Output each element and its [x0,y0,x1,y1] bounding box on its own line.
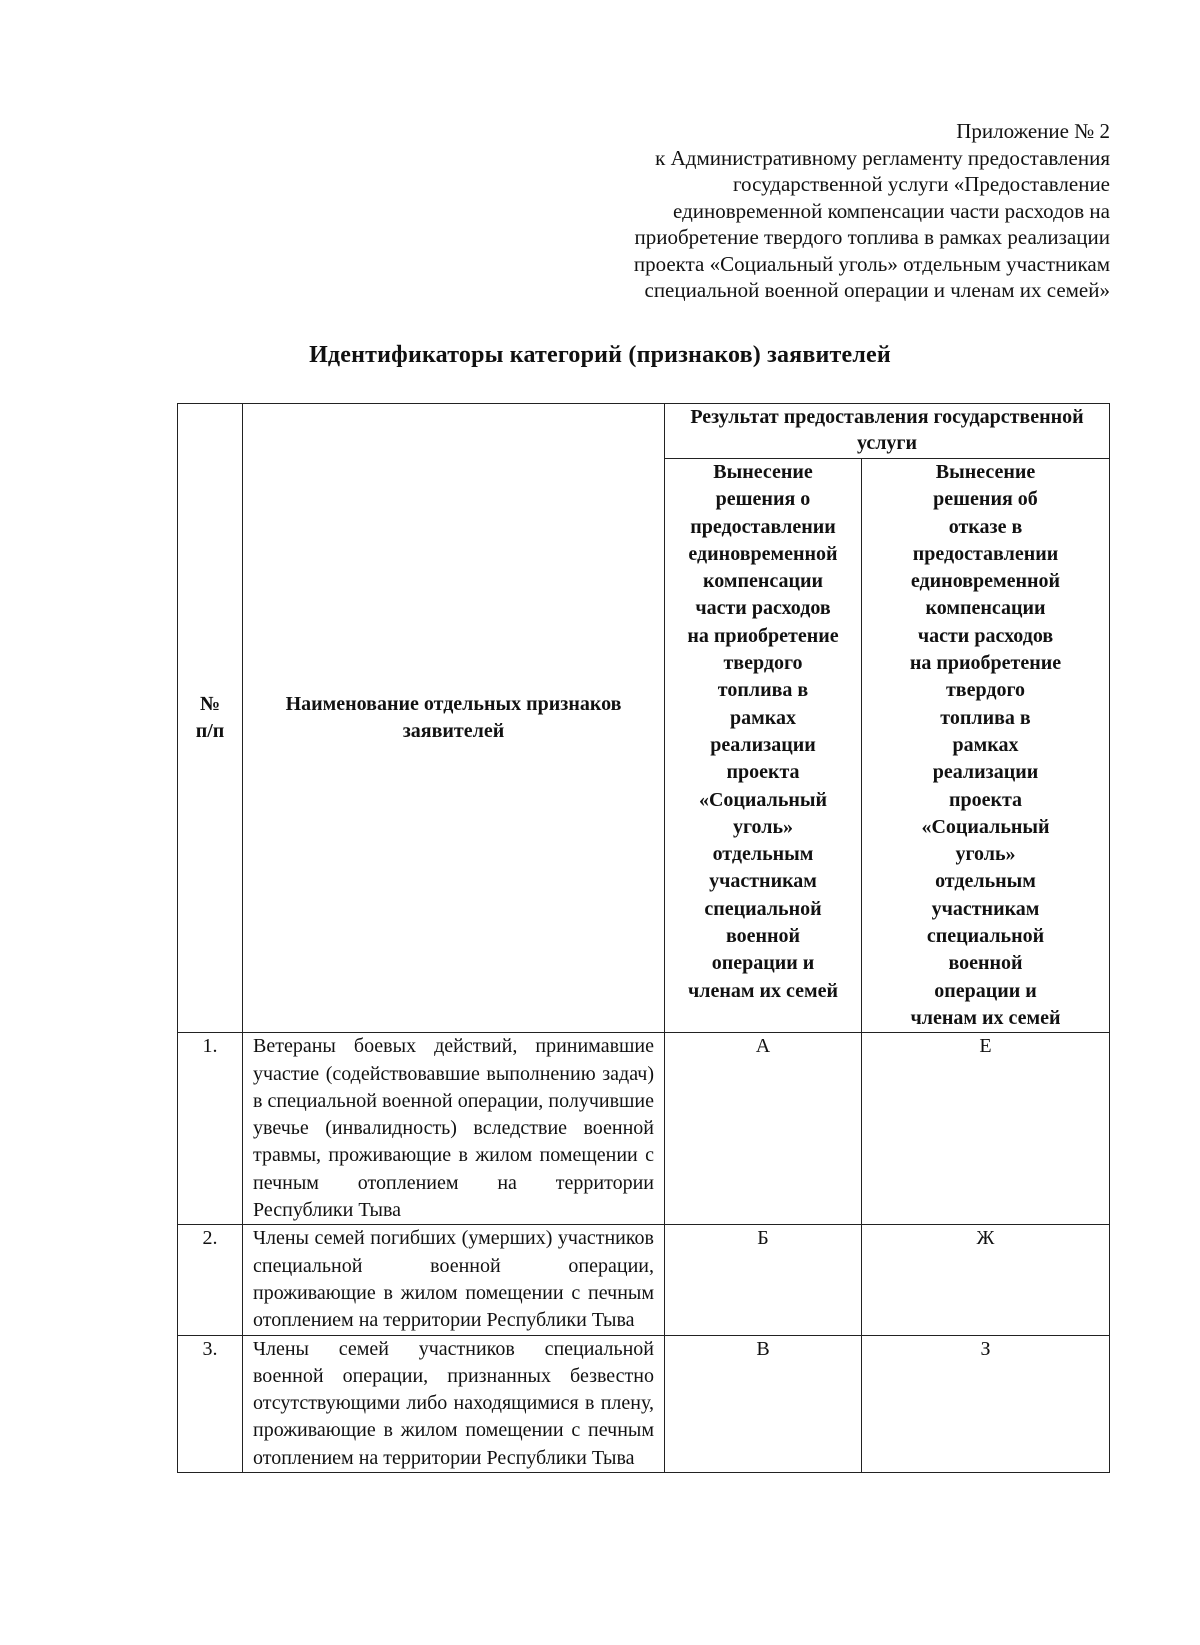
header-line: «Социальный [921,815,1050,838]
table-row [178,1335,1110,1472]
header-line: решения о [715,488,811,511]
row-refuse-code: Ж [862,1225,1110,1335]
header-line: предоставлении [690,515,836,538]
header-line: решения об [933,488,1038,511]
header-line: операции и [711,952,815,975]
header-line: отдельным [712,843,814,866]
row-num: 1. [178,1033,243,1225]
appendix-line: Приложение № 2 [956,119,1110,143]
header-row [178,404,1110,459]
header-line: операции и [934,979,1037,1002]
header-line: участникам [931,897,1040,920]
header-result: Результат предоставления государственной услуги [665,404,1110,459]
document-title: Идентификаторы категорий (признаков) заявителей [309,342,891,368]
header-line: военной [948,952,1023,975]
row-grant-code: Б [665,1225,862,1335]
appendix-header [490,118,1110,304]
header-line: рамках [730,706,796,729]
header-line: компенсации [702,570,824,593]
row-refuse-code: Е [862,1033,1110,1225]
header-num [178,404,243,1033]
appendix-line: к Административному регламенту предоставления [655,145,1110,170]
header-line: участникам [709,870,817,893]
header-line: специальной [926,925,1045,948]
appendix-line: единовременной компенсации части расходов на [673,198,1110,223]
appendix-line: приобретение твердого топлива в рамках реализации [634,225,1110,249]
header-line: проекта [948,788,1023,811]
header-grant [665,459,862,1033]
header-name: Наименование отдельных признаков заявителей [243,404,665,1033]
header-line: топлива в [717,679,809,702]
header-line: единовременной [910,570,1061,593]
row-text: Члены семей участников специальной военной операции, признанных безвестно отсутствующими либо находящимися в плену, проживающие в жилом помещении с печным отоплением на территории Республики Тыва [243,1335,665,1472]
header-line: военной [725,925,801,948]
header-line: на приобретение [909,652,1062,675]
header-line: проекта [726,761,800,784]
row-text: Члены семей погибших (умерших) участников специальной военной операции, проживающие в жилом помещении с печным отоплением на территории Республики Тыва [243,1225,665,1335]
header-line: специальной [704,897,822,920]
header-refuse [862,459,1110,1033]
table-row [178,1225,1110,1335]
row-grant-code: В [665,1335,862,1472]
appendix-line: специальной военной операции и членам их семей» [644,278,1110,302]
row-num: 3. [178,1335,243,1472]
header-line: членам их семей [910,1006,1061,1029]
header-line: уголь» [955,843,1016,866]
header-line: уголь» [732,815,794,838]
header-line: твердого [945,679,1026,702]
header-line: части расходов [695,597,831,620]
header-line: на приобретение [687,624,839,647]
header-line: компенсации [925,597,1046,620]
row-num: 2. [178,1225,243,1335]
header-line: реализации [710,733,816,756]
header-line: отдельным [935,870,1036,893]
header-line: членам их семей [687,979,839,1002]
header-line: отказе в [948,515,1023,538]
header-num-line: п/п [195,720,225,743]
row-text: Ветераны боевых действий, принимавшие участие (содействовавшие выполнению задач) в специальной военной операции, получившие увечье (инвалидность) вследствие военной травмы, проживающие в жилом помещении с печным отоплением на территории Республики Тыва [243,1033,665,1225]
identifiers-table [177,403,1110,1473]
table-row [178,1033,1110,1225]
header-line: единовременной [688,542,838,565]
header-line: «Социальный [698,788,828,811]
header-line: твердого [723,652,803,675]
appendix-line: государственной услуги «Предоставление [732,172,1110,196]
header-num-line: № [199,692,221,715]
header-line: топлива в [940,706,1031,729]
header-line: предоставлении [912,542,1059,565]
header-line: части расходов [917,624,1054,647]
row-refuse-code: З [862,1335,1110,1472]
header-line: реализации [932,761,1039,784]
header-line: Вынесение [713,461,813,483]
appendix-line: проекта «Социальный уголь» отдельным участникам [633,251,1110,276]
header-line: Вынесение [935,461,1036,483]
header-line: рамках [952,733,1019,756]
row-grant-code: А [665,1033,862,1225]
